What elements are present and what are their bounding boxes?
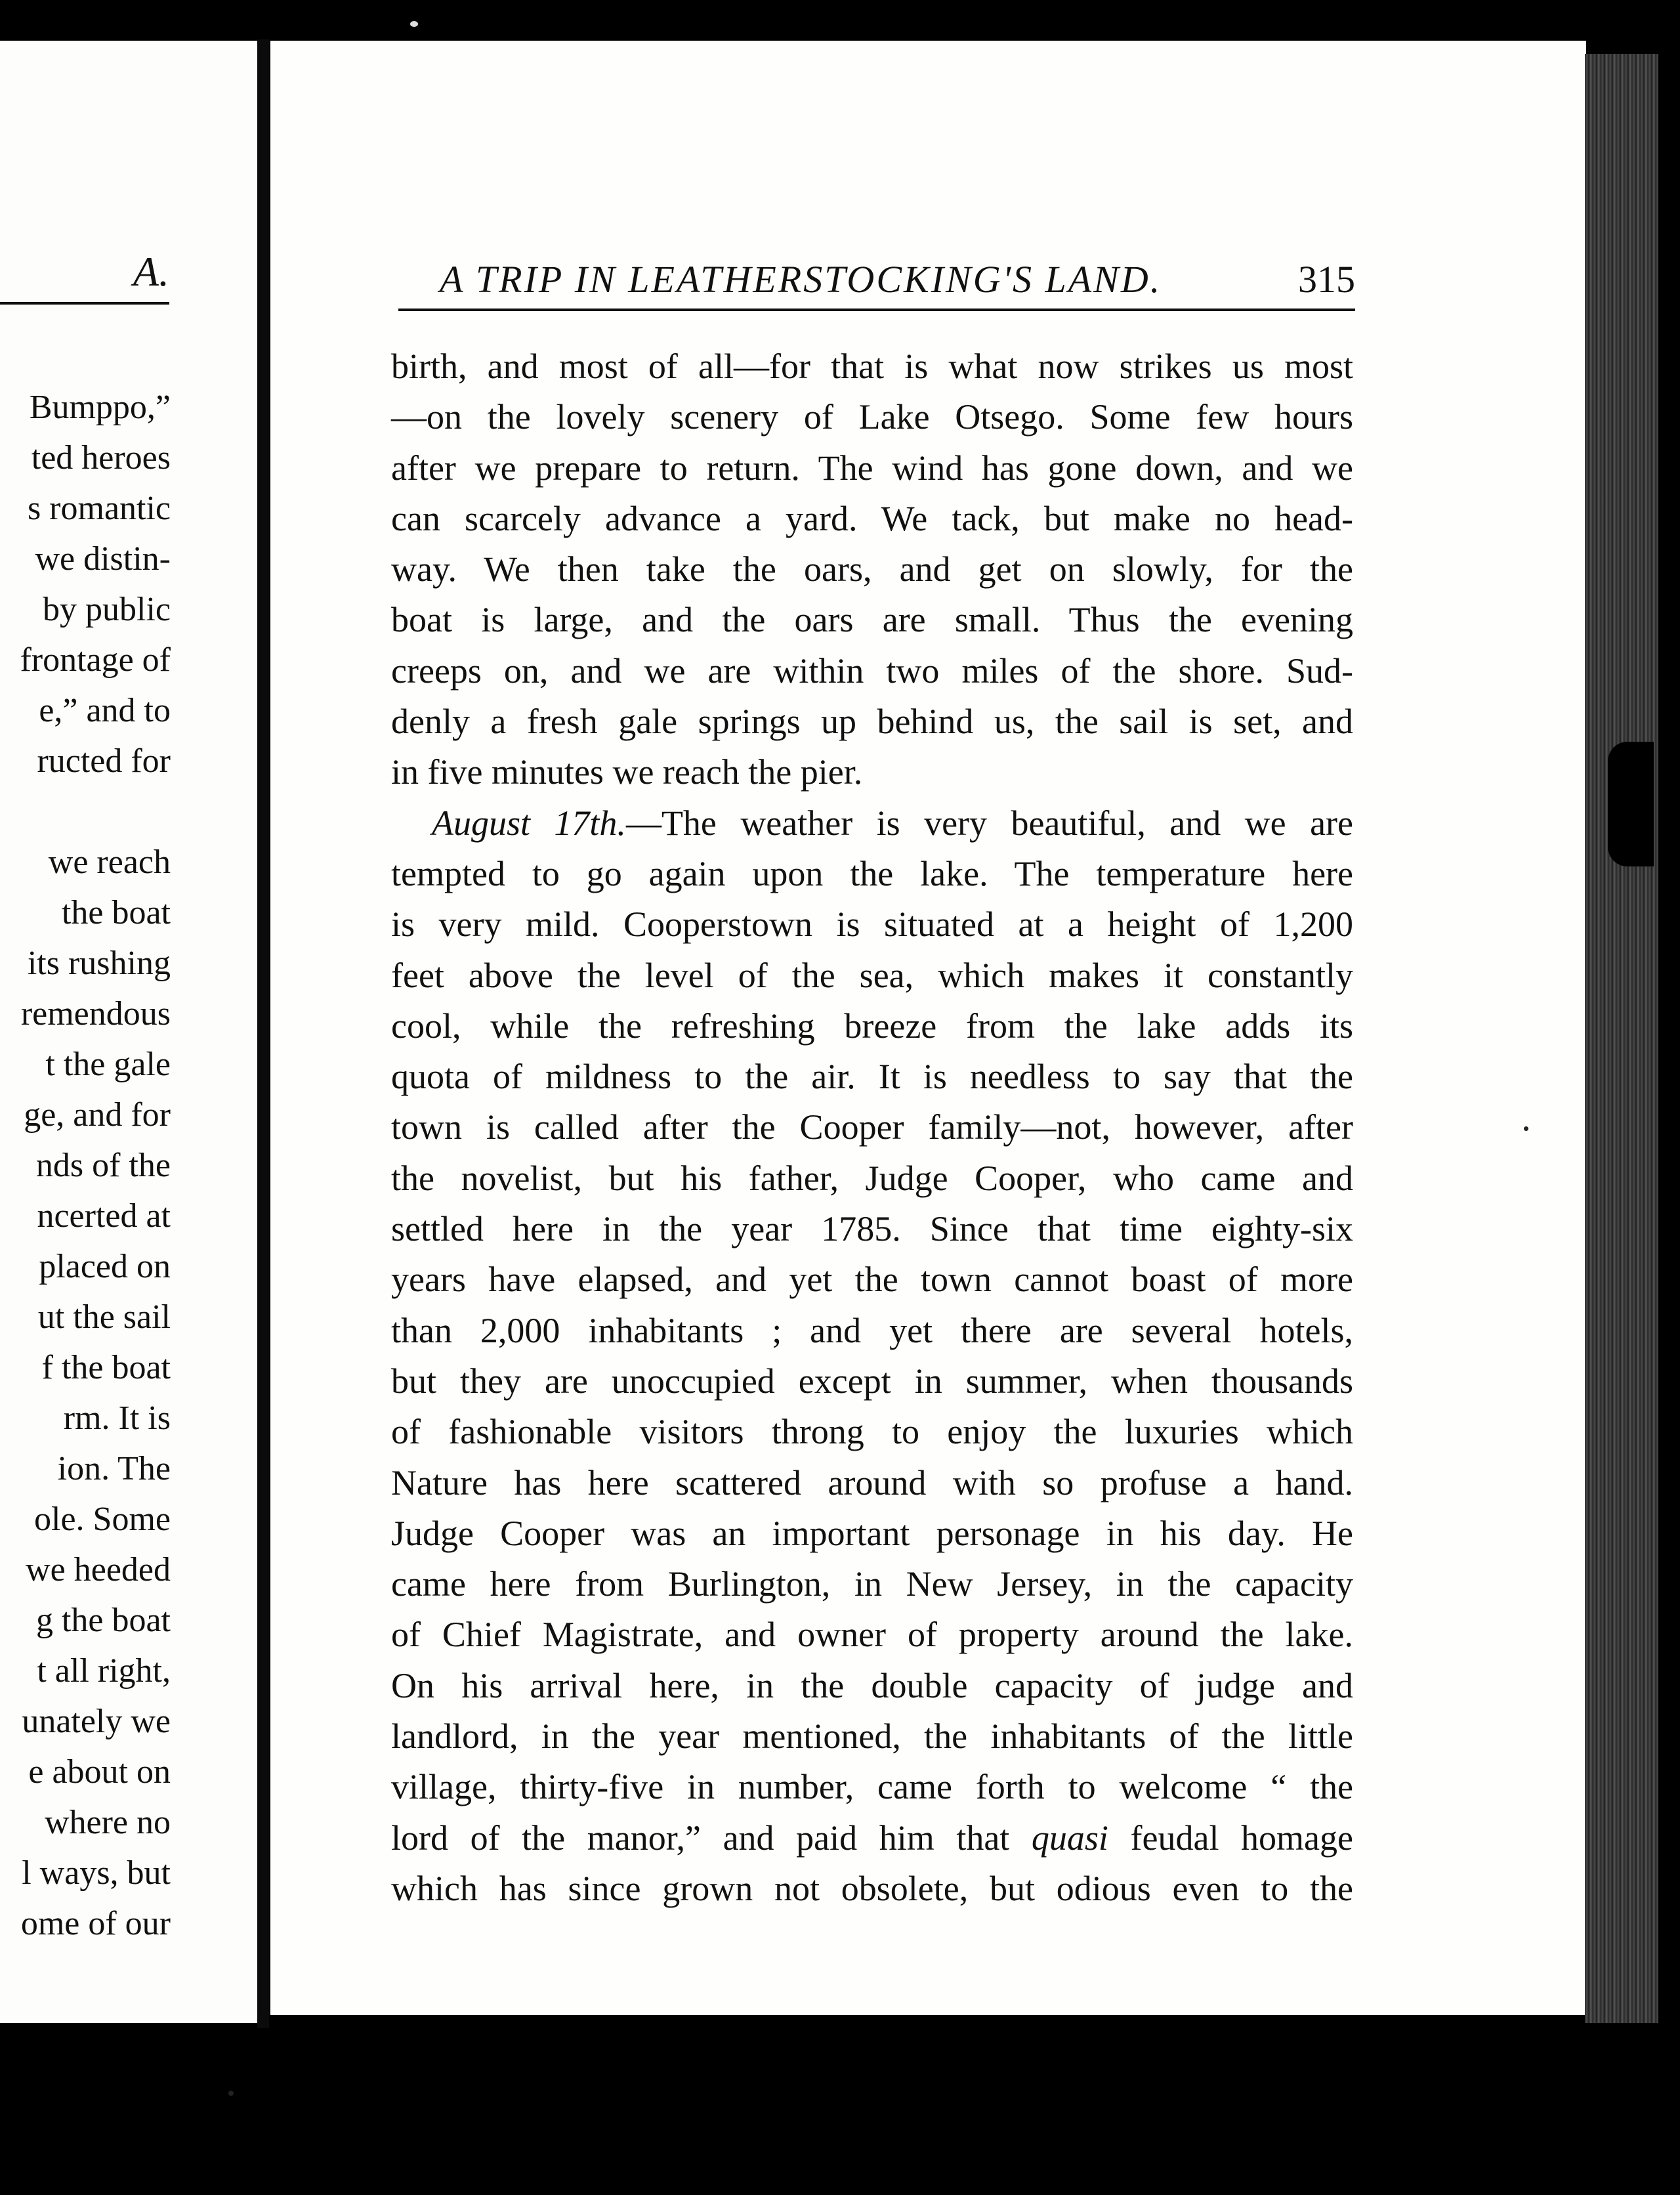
previous-page-line: we distin- [35,540,171,578]
text-line: feet above the level of the sea, which makes it constantly [391,955,1353,995]
previous-page-line: Bumppo,” [29,389,171,426]
previous-page-line: l ways, but [22,1854,171,1892]
text-line: birth, and most of all—for that is what now strikes us most [391,347,1353,386]
text-line: denly a fresh gale springs up behind us, the sail is set, and [391,702,1353,742]
page-number: 315 [1298,258,1355,301]
previous-page-line: f the boat [41,1349,171,1386]
date-heading: August 17th. [432,803,626,843]
text-line: town is called after the Cooper family—not, however, after [391,1107,1353,1147]
previous-page-line: unately we [22,1703,171,1740]
text-line: On his arrival here, in the double capacity of judge and [391,1665,1353,1705]
text-line-with-italic [391,1813,1353,1864]
previous-page-line: e about on [28,1753,171,1791]
lord-line-end: feudal homage [1108,1818,1353,1858]
text-line: cool, while the refreshing breeze from the lake adds its [391,1006,1353,1046]
previous-page-line: we reach [48,843,171,881]
previous-page-line: t the gale [45,1046,171,1083]
page-edge-notch [1608,742,1654,866]
previous-page-line: ge, and for [24,1096,171,1134]
text-line: quota of mildness to the air. It is needless to say that the [391,1057,1353,1097]
previous-page-line: e,” and to [39,692,171,729]
text-line: Nature has here scattered around with so profuse a hand. [391,1462,1353,1502]
text-line: boat is large, and the oars are small. Thus the evening [391,600,1353,640]
previous-page-line: ome of our [20,1905,171,1942]
date-line-text: —The weather is very beautiful, and we are [625,803,1353,843]
previous-page-line: the boat [61,894,171,931]
previous-page-line: where no [44,1804,171,1841]
quasi-italic: quasi [1031,1818,1108,1858]
previous-page-header: A. [133,248,169,295]
scan-speck [410,21,418,27]
previous-page-line: g the boat [35,1602,171,1639]
text-line: creeps on, and we are within two miles of the shore. Sud- [391,650,1353,691]
previous-page-line: rm. It is [63,1399,171,1437]
previous-page-line: ion. The [57,1450,171,1487]
previous-page-line: ole. Some [34,1501,171,1538]
scan-speck [228,2091,234,2096]
header-rule [398,309,1355,311]
lord-line-start: lord of the manor,” and paid him that [391,1818,1032,1858]
previous-page-line: remendous [20,995,171,1033]
previous-page-line: placed on [39,1248,171,1285]
scan-speck [1524,1126,1528,1131]
text-line: tempted to go again upon the lake. The temperature here [391,853,1353,893]
text-line: came here from Burlington, in New Jersey, in the capacity [391,1564,1353,1604]
previous-page-line: ructed for [37,742,171,780]
text-line: after we prepare to return. The wind has gone down, and we [391,448,1353,488]
text-line: landlord, in the year mentioned, the inhabitants of the little [391,1716,1353,1757]
text-line: the novelist, but his father, Judge Cooper, who came and [391,1158,1353,1198]
previous-page-line: nds of the [35,1147,171,1184]
text-line: of Chief Magistrate, and owner of property around the lake. [391,1615,1353,1655]
running-head [394,257,1362,310]
page-body-text [391,341,1353,1914]
previous-page-line: by public [43,591,171,628]
previous-page-line: ted heroes [31,439,171,477]
text-line: settled here in the year 1785. Since that time eighty-six [391,1209,1353,1249]
page-block-edge [1585,54,1658,2023]
previous-page-line: ut the sail [37,1298,171,1336]
previous-page-line: ncerted at [37,1197,171,1235]
text-line: Judge Cooper was an important personage in his day. He [391,1513,1353,1553]
text-line: which has since grown not obsolete, but odious even to the [391,1868,1353,1908]
previous-page [0,41,261,2023]
previous-page-line: s romantic [27,490,171,527]
text-line: of fashionable visitors throng to enjoy the luxuries which [391,1412,1353,1452]
text-line: village, thirty-five in number, came forth to welcome “ the [391,1767,1353,1807]
text-line: but they are unoccupied except in summer, when thousands [391,1361,1353,1401]
book-gutter [257,39,269,2028]
text-line: is very mild. Cooperstown is situated at a height of 1,200 [391,905,1353,945]
previous-page-text [20,382,171,1949]
previous-page-line: we heeded [26,1551,171,1588]
previous-page-line: frontage of [20,641,171,679]
text-line: way. We then take the oars, and get on slowly, for the [391,549,1353,589]
text-line: years have elapsed, and yet the town cannot boast of more [391,1260,1353,1300]
text-line: can scarcely advance a yard. We tack, but make no head- [391,498,1353,538]
text-line: than 2,000 inhabitants ; and yet there are several hotels, [391,1310,1353,1350]
text-line: in five minutes we reach the pier. [391,752,863,792]
paragraph-first-line [391,798,1353,849]
previous-page-line: its rushing [27,945,171,982]
previous-page-header-rule [0,302,169,305]
running-title: A TRIP IN LEATHERSTOCKING'S LAND. [440,258,1162,301]
text-line: —on the lovely scenery of Lake Otsego. Some few hours [391,397,1353,437]
previous-page-line [20,786,171,837]
previous-page-line: t all right, [37,1652,171,1690]
